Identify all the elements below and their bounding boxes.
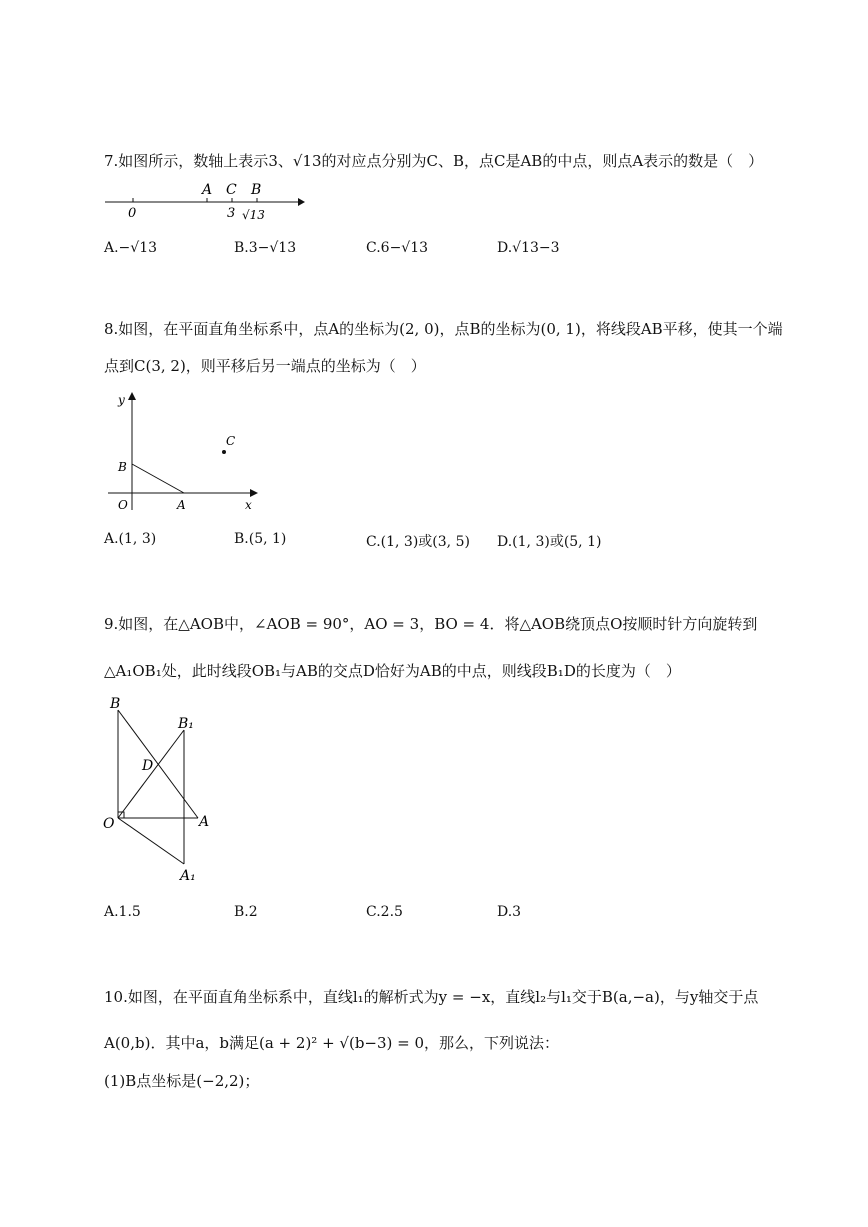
q7-option-d[interactable]: D.√13−3 xyxy=(497,240,560,256)
q8-line2: 点到C(3, 2)，则平移后另一端点的坐标为（ ） xyxy=(104,357,426,375)
q7-option-a[interactable]: A.−√13 xyxy=(104,240,158,256)
q8-label-C: C xyxy=(226,434,236,448)
q9-option-c[interactable]: C.2.5 xyxy=(366,904,403,920)
q8-label-O: O xyxy=(118,498,128,512)
q9-label-B: B xyxy=(110,696,121,712)
q9-label-A: A xyxy=(199,814,210,830)
q9-option-a[interactable]: A.1.5 xyxy=(104,904,141,920)
q8-label-A: A xyxy=(177,498,186,512)
q7-label-A: A xyxy=(202,182,213,198)
q9-option-d[interactable]: D.3 xyxy=(497,904,522,920)
q10-line2: A(0,b)．其中a，b满足(a + 2)² + √(b−3) = 0，那么，下列说法： xyxy=(104,1034,560,1052)
q8-line1: 8.如图，在平面直角坐标系中，点A的坐标为(2, 0)，点B的坐标为(0, 1)，将线段AB平移，使其一个端 xyxy=(104,320,783,338)
segment-AB xyxy=(132,464,184,493)
q9-rotation-figure xyxy=(100,692,220,886)
q8-option-a[interactable]: A.(1, 3) xyxy=(104,531,157,547)
q9-option-b[interactable]: B.2 xyxy=(234,904,258,920)
y-axis-arrow-icon xyxy=(128,392,136,400)
segment-OA1 xyxy=(118,818,184,864)
q8-label-y: y xyxy=(118,393,125,407)
q7-label-C: C xyxy=(226,182,237,198)
x-axis-arrow-icon xyxy=(250,489,258,497)
q10-line1: 10.如图，在平面直角坐标系中，直线l₁的解析式为y = −x，直线l₂与l₁交于B(a,−a)，与y轴交于点 xyxy=(104,988,759,1006)
q7-label-sqrt13: √13 xyxy=(242,208,265,222)
q7-number-line-figure xyxy=(100,178,310,226)
q7-option-b[interactable]: B.3−√13 xyxy=(234,240,297,256)
q8-label-B: B xyxy=(118,460,127,474)
q8-label-x: x xyxy=(245,498,252,512)
point-C xyxy=(222,450,226,454)
q8-coordinate-figure xyxy=(104,388,264,514)
number-line-arrow-icon xyxy=(298,198,305,206)
q7-label-B: B xyxy=(251,182,262,198)
q8-option-c[interactable]: C.(1, 3)或(3, 5) xyxy=(366,534,470,550)
q8-option-d[interactable]: D.(1, 3)或(5, 1) xyxy=(497,534,602,550)
q7-label-zero: 0 xyxy=(128,206,137,221)
q9-label-O: O xyxy=(103,816,115,832)
q7-label-three: 3 xyxy=(227,206,236,221)
q9-label-D: D xyxy=(142,758,154,774)
q9-label-A1: A₁ xyxy=(180,868,196,884)
q10-line3: (1)B点坐标是(−2,2)； xyxy=(104,1072,260,1090)
q7-option-c[interactable]: C.6−√13 xyxy=(366,240,429,256)
q9-line1: 9.如图，在△AOB中，∠AOB = 90°，AO = 3，BO = 4．将△AOB绕顶点O按顺时针方向旋转到 xyxy=(104,615,758,633)
q7-text: 7.如图所示，数轴上表示3、√13的对应点分别为C、B，点C是AB的中点，则点A表示的数是（ ） xyxy=(104,152,764,170)
q9-label-B1: B₁ xyxy=(178,716,194,732)
segment-OB1 xyxy=(118,730,184,818)
q8-option-b[interactable]: B.(5, 1) xyxy=(234,531,287,547)
q9-line2: △A₁OB₁处，此时线段OB₁与AB的交点D恰好为AB的中点，则线段B₁D的长度为（ ） xyxy=(104,662,681,680)
